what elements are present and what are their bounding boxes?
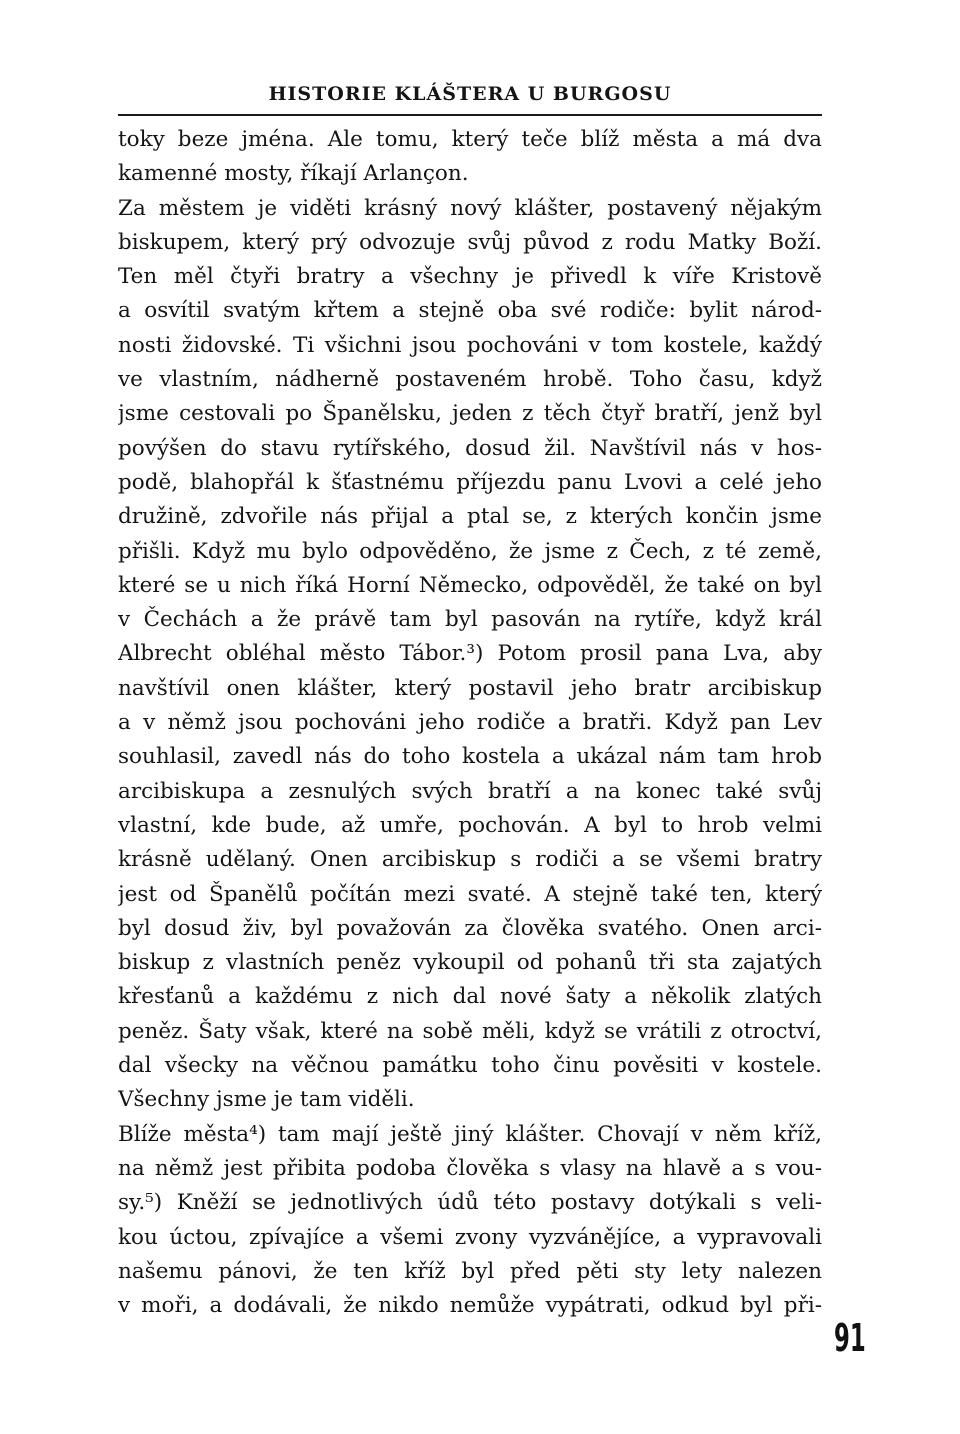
text-line: jsme cestovali po Španělsku, jeden z těch čtyř bratří, jenž byl: [118, 401, 822, 427]
text-line: družině, zdvořile nás přijal a ptal se, z kterých končin jsme: [118, 504, 822, 530]
text-line: byl dosud živ, byl považován za člověka svatého. Onen arci-: [118, 915, 822, 941]
text-line: sy.⁵) Kněží se jednotlivých údů této postavy dotýkali s veli-: [118, 1190, 822, 1216]
text-line: Za městem je viděti krásný nový klášter, postavený nějakým: [118, 195, 822, 221]
text-line: biskup z vlastních peněz vykoupil od pohanů tři sta zajatých: [118, 950, 822, 976]
text-line: a v němž jsou pochováni jeho rodiče a bratři. Když pan Lev: [118, 710, 822, 736]
text-line: kamenné mosty, říkají Arlançon.: [118, 161, 469, 187]
text-line: Všechny jsme je tam viděli.: [118, 1087, 415, 1113]
text-line: v Čechách a že právě tam byl pasován na rytíře, když král: [118, 607, 822, 633]
text-line: podě, blahopřál k šťastnému příjezdu panu Lvovi a celé jeho: [118, 469, 822, 495]
text-line: souhlasil, zavedl nás do toho kostela a ukázal nám tam hrob: [118, 744, 822, 770]
text-line: našemu pánovi, že ten kříž byl před pěti sty lety nalezen: [118, 1258, 822, 1284]
text-line: arcibiskupa a zesnulých svých bratří a na konec také svůj: [118, 778, 822, 804]
text-line: ve vlastním, nádherně postaveném hrobě. Toho času, když: [118, 367, 822, 393]
text-line: vlastní, kde bude, až umře, pochován. A byl to hrob velmi: [118, 812, 822, 838]
text-line: dal všecky na věčnou památku toho činu pověsiti v kostele.: [118, 1053, 822, 1079]
running-head: HISTORIE KLÁŠTERA U BURGOSU: [268, 83, 672, 105]
text-line: v moři, a dodávali, že nikdo nemůže vypátrati, odkud byl při-: [118, 1293, 822, 1319]
text-line: Ten měl čtyři bratry a všechny je přivedl k víře Kristově: [118, 264, 822, 290]
text-line: krásně udělaný. Onen arcibiskup s rodiči a se všemi bratry: [118, 847, 822, 873]
body-text: [118, 123, 822, 1323]
text-line: biskupem, který prý odvozuje svůj původ z rodu Matky Boží.: [118, 229, 822, 255]
text-line: navštívil onen klášter, který postavil jeho bratr arcibiskup: [118, 675, 822, 701]
header-rule: [118, 114, 822, 116]
text-line: které se u nich říká Horní Německo, odpověděl, že také on byl: [118, 572, 822, 598]
text-line: přišli. Když mu bylo odpověděno, že jsme z Čech, z té země,: [118, 538, 822, 564]
text-line: na němž jest přibita podoba člověka s vlasy na hlavě a s vou-: [118, 1155, 822, 1181]
text-line: a osvítil svatým křtem a stejně oba své rodiče: bylit národ-: [118, 298, 822, 324]
page-number: 91: [834, 1316, 866, 1360]
text-line: jest od Španělů počítán mezi svaté. A stejně také ten, který: [118, 881, 822, 907]
text-line: Albrecht obléhal město Tábor.³) Potom prosil pana Lva, aby: [118, 641, 822, 667]
text-line: povýšen do stavu rytířského, dosud žil. Navštívil nás v hos-: [118, 435, 822, 461]
text-line: kou úctou, zpívajíce a všemi zvony vyzváněјíce, a vypravovali: [118, 1224, 822, 1250]
text-line: křesťanů a každému z nich dal nové šaty a několik zlatých: [118, 984, 822, 1010]
text-line: toky beze jména. Ale tomu, který teče blíž města a má dva: [118, 127, 822, 152]
text-line: peněz. Šaty však, které na sobě měli, když se vrátili z otroctví,: [118, 1018, 822, 1044]
text-line: Blíže města⁴) tam mají ještě jiný klášter. Chovají v něm kříž,: [118, 1121, 822, 1147]
text-line: nosti židovské. Ti všichni jsou pochováni v tom kostele, každý: [118, 332, 822, 358]
